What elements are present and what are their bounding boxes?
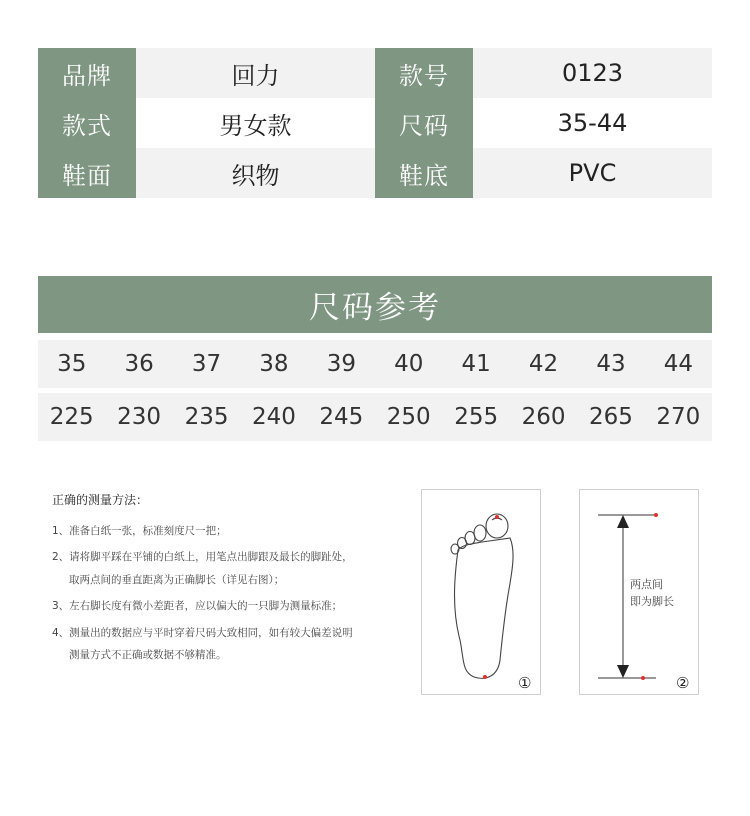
length-cell: 240: [251, 404, 296, 430]
length-cell: 235: [184, 404, 229, 430]
measure-note-line: 两点间: [630, 578, 663, 591]
length-cell: 265: [589, 404, 633, 430]
length-cell: 230: [117, 404, 162, 430]
spec-value: 回力: [136, 48, 375, 98]
spec-table: [38, 48, 712, 198]
size-cell: 36: [124, 351, 154, 377]
size-reference-title: 尺码参考: [38, 276, 712, 333]
length-cell: 270: [656, 404, 701, 430]
instruction-line: 3、左右脚长度有微小差距者，应以偏大的一只脚为测量标准；: [52, 600, 343, 612]
size-row-lengths: [38, 393, 712, 441]
spec-label: 鞋底: [375, 148, 473, 198]
instruction-line: 测量方式不正确或数据不够精准。: [69, 649, 227, 661]
size-cell: 40: [394, 351, 424, 377]
length-cell: 245: [319, 404, 364, 430]
spec-label: 品牌: [38, 48, 136, 98]
length-cell: 225: [49, 404, 94, 430]
size-cell: 41: [461, 351, 491, 377]
spec-value: 0123: [473, 48, 712, 98]
size-cell: 37: [191, 351, 222, 377]
spec-value: 35-44: [473, 98, 712, 148]
instruction-line: 取两点间的垂直距离为正确脚长（详见右图）；: [69, 574, 285, 586]
size-cell: 43: [596, 351, 626, 377]
spec-row: [38, 98, 712, 148]
figure-measure: [579, 489, 699, 695]
instruction-line: 4、测量出的数据应与平时穿着尺码大致相同，如有较大偏差说明: [52, 627, 353, 639]
measure-note-line: 即为脚长: [630, 595, 674, 608]
figure-foot: [421, 489, 541, 695]
length-cell: 255: [454, 404, 499, 430]
spec-value: 织物: [136, 148, 375, 198]
spec-label: 尺码: [375, 98, 473, 148]
spec-label: 款式: [38, 98, 136, 148]
instructions-title: 正确的测量方法：: [52, 493, 149, 507]
measure-note: [630, 576, 674, 610]
spec-label: 鞋面: [38, 148, 136, 198]
instruction-line: 2、请将脚平踩在平铺的白纸上，用笔点出脚跟及最长的脚趾处，: [52, 551, 353, 563]
figure-number: ①: [518, 674, 532, 692]
length-cell: 260: [521, 404, 566, 430]
spec-row: [38, 48, 712, 98]
spec-value: PVC: [473, 148, 712, 198]
size-cell: 42: [528, 351, 559, 377]
figure-number: ②: [676, 674, 690, 692]
instruction-line: 1、准备白纸一张，标准刻度尺一把；: [52, 525, 227, 537]
length-cell: 250: [386, 404, 431, 430]
size-cell: 38: [259, 351, 289, 377]
size-row-sizes: [38, 340, 712, 388]
spec-row: [38, 148, 712, 198]
size-cell: 44: [663, 351, 693, 377]
size-cell: 39: [326, 351, 356, 377]
size-cell: 35: [57, 351, 87, 377]
spec-value: 男女款: [136, 98, 375, 148]
foot-outline-icon: [422, 490, 540, 694]
spec-label: 款号: [375, 48, 473, 98]
